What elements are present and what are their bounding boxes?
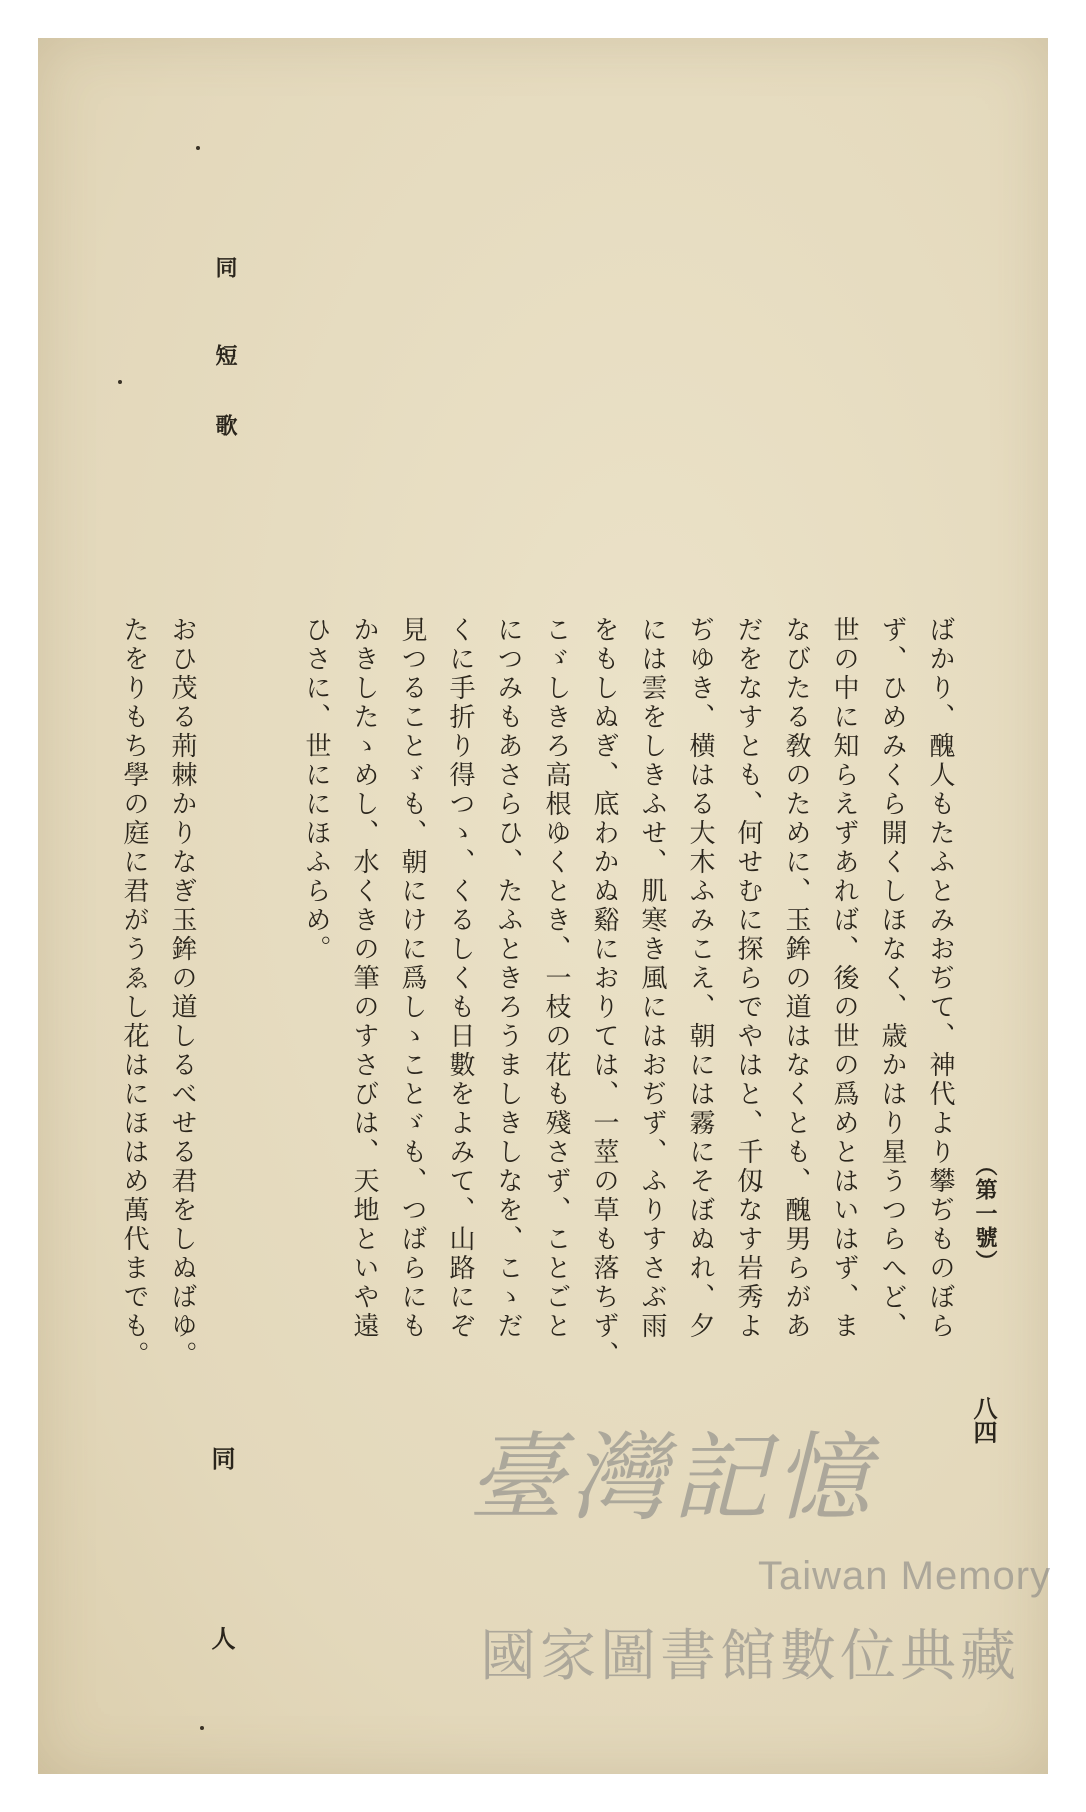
body-line: 見つることゞも、朝にけに爲しゝことゞも、つばらにも <box>397 616 427 1341</box>
tanka-line: たをりもち學の庭に君がうゑし花はにほはめ萬代までも。 <box>119 616 149 1370</box>
section-label-tanka-2: 歌 <box>212 414 238 436</box>
body-line: ぢゆき、横はる大木ふみこえ、朝には霧にそぼぬれ、夕 <box>685 616 715 1341</box>
body-line: だをなすとも、何せむに探らでやはと、千仭なす岩秀よ <box>733 616 763 1341</box>
paper-speck <box>200 1726 204 1730</box>
document-page <box>38 38 1052 1774</box>
section-label-tanka-1: 短 <box>212 344 238 366</box>
body-line: 世の中に知らえずあれば、後の世の爲めとはいはず、ま <box>829 616 859 1341</box>
watermark <box>468 1402 1058 1692</box>
paper-speck <box>118 380 122 384</box>
body-line: こゞしきろ高根ゆくとき、一枝の花も殘さず、ことごと <box>541 616 571 1341</box>
watermark-calligraphy: 臺灣記憶 <box>468 1422 876 1534</box>
watermark-english: Taiwan Memory <box>758 1554 1052 1598</box>
body-line: なびたる敎のために、玉鉾の道はなくとも、醜男らがあ <box>781 616 811 1341</box>
body-line: ず、ひめみくら開くしほなく、歳かはり星うつらへど、 <box>877 616 907 1341</box>
issue-number: （第一號） <box>972 1154 998 1274</box>
body-line: ひさに、世ににほふらめ。 <box>301 616 331 964</box>
body-line: につみもあさらひ、たふときろうましきしなを、こゝだ <box>493 616 523 1341</box>
tanka-line: おひ茂る荊棘かりなぎ玉鉾の道しるべせる君をしぬばゆ。 <box>167 616 197 1370</box>
body-line: ばかり、醜人もたふとみおぢて、神代より攀ぢものぼら <box>925 616 955 1341</box>
paper-speck <box>196 146 200 150</box>
author-attribution-1: 同 <box>207 1446 236 1470</box>
page-number: 八四 <box>969 1396 998 1444</box>
tanka-poems <box>106 616 206 1396</box>
body-line: には雲をしきふせ、肌寒き風にはおぢず、ふりすさぶ雨 <box>637 616 667 1341</box>
author-attribution-2: 人 <box>207 1626 236 1650</box>
body-line: をもしぬぎ、底わかぬ谿におりては、一莖の草も落ちず、 <box>589 616 619 1370</box>
body-line: かきしたゝめし、水くきの筆のすさびは、天地といや遠 <box>349 616 379 1341</box>
watermark-chinese: 國家圖書館數位典藏 <box>480 1624 1020 1689</box>
body-line: くに手折り得つゝ、くるしくも日數をよみて、山路にぞ <box>445 616 475 1341</box>
body-text <box>264 616 964 1436</box>
section-label-same: 同 <box>212 256 238 278</box>
bleed-through-text <box>776 268 811 296</box>
